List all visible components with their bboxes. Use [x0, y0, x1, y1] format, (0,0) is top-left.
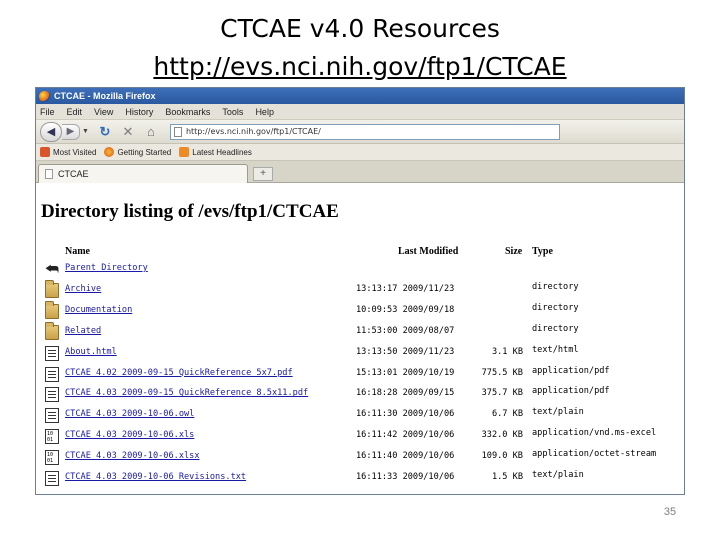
stop-icon[interactable]: ✕	[122, 123, 134, 139]
type-cell: directory	[532, 323, 579, 334]
type-cell: application/vnd.ms-excel	[532, 428, 657, 439]
menu-help[interactable]: Help	[255, 106, 274, 117]
file-name-link[interactable]: Related	[65, 325, 102, 336]
last-modified-cell: 13:13:17 2009/11/23	[356, 283, 455, 294]
last-modified-cell: 16:11:30 2009/10/06	[356, 409, 455, 420]
firefox-icon	[39, 91, 50, 102]
table-row	[36, 345, 684, 366]
menu-history[interactable]: History	[125, 106, 154, 117]
forward-arrow-icon: ▶	[66, 126, 75, 137]
menu-view[interactable]: View	[94, 106, 114, 117]
file-name-link[interactable]: CTCAE_4.02_2009-09-15_QuickReference_5x7.pdf	[65, 367, 293, 378]
last-modified-cell: 13:13:50 2009/11/23	[356, 346, 455, 357]
type-cell: application/octet-stream	[532, 449, 657, 460]
type-cell: text/plain	[532, 407, 584, 418]
text-file-icon[interactable]	[45, 346, 59, 361]
size-cell: 375.7 KB	[481, 388, 523, 399]
bookmark-label: Getting Started	[117, 147, 172, 157]
type-cell: directory	[532, 281, 579, 292]
file-name-link[interactable]: CTCAE_4.03_2009-10-06_Revisions.txt	[65, 472, 247, 482]
bookmark-latest-headlines[interactable]	[179, 147, 252, 157]
size-cell: 6.7 KB	[491, 409, 523, 420]
menu-bar	[36, 104, 684, 120]
table-row	[36, 386, 684, 407]
rss-feed-icon	[179, 147, 189, 157]
firefox-icon	[104, 147, 114, 157]
type-cell: text/plain	[532, 470, 584, 480]
last-modified-cell: 11:53:00 2009/08/07	[356, 325, 455, 336]
parent-directory-icon[interactable]: ⮪	[45, 261, 59, 278]
window-title: CTCAE - Mozilla Firefox	[54, 91, 156, 101]
column-header-name[interactable]: Name	[65, 246, 90, 257]
size-cell: 109.0 KB	[481, 451, 523, 462]
file-name-link[interactable]: CTCAE_4.03_2009-09-15_QuickReference_8.5x11.pdf	[65, 388, 309, 399]
page-number: 35	[663, 506, 677, 518]
file-name-link[interactable]: CTCAE_4.03_2009-10-06.xls	[65, 430, 195, 441]
bookmark-label: Most Visited	[53, 147, 97, 157]
bookmark-getting-started[interactable]	[104, 147, 171, 157]
file-name-link[interactable]: About.html	[65, 346, 117, 357]
folder-icon[interactable]	[45, 304, 59, 319]
tab-label: CTCAE	[58, 169, 89, 179]
column-header-size[interactable]: Size	[505, 246, 523, 257]
table-row	[36, 470, 684, 491]
menu-bookmarks[interactable]: Bookmarks	[165, 106, 211, 117]
table-row	[36, 261, 684, 282]
text-file-icon[interactable]	[45, 387, 59, 402]
url-text[interactable]: http://evs.nci.nih.gov/ftp1/CTCAE/	[185, 127, 321, 136]
tab-ctcae[interactable]	[38, 164, 248, 183]
file-name-link[interactable]: CTCAE_4.03_2009-10-06.xlsx	[65, 451, 200, 462]
column-header-last-modified[interactable]: Last Modified	[398, 246, 459, 257]
binary-file-icon[interactable]: 10 01	[45, 429, 59, 444]
most-visited-icon	[40, 147, 50, 157]
table-row	[36, 303, 684, 324]
home-icon[interactable]: ⌂	[147, 124, 155, 139]
table-row	[36, 324, 684, 345]
file-name-link[interactable]: Archive	[65, 283, 102, 294]
page-icon	[45, 169, 53, 179]
text-file-icon[interactable]	[45, 471, 59, 486]
file-name-link[interactable]: Parent Directory	[65, 263, 148, 273]
bookmark-most-visited[interactable]	[40, 147, 96, 157]
type-cell: application/pdf	[532, 365, 610, 376]
bookmarks-toolbar	[36, 144, 684, 161]
menu-tools[interactable]: Tools	[222, 106, 244, 117]
text-file-icon[interactable]	[45, 408, 59, 423]
folder-icon[interactable]	[45, 325, 59, 340]
table-row	[36, 366, 684, 387]
last-modified-cell: 16:11:40 2009/10/06	[356, 451, 455, 462]
forward-button[interactable]	[62, 124, 80, 140]
last-modified-cell: 15:13:01 2009/10/19	[356, 367, 455, 378]
text-file-icon[interactable]	[45, 367, 59, 382]
slide-link[interactable]: http://evs.nci.nih.gov/ftp1/CTCAE	[153, 52, 567, 81]
title-bar	[36, 88, 684, 104]
navigation-toolbar	[36, 120, 684, 144]
size-cell: 3.1 KB	[491, 346, 523, 357]
last-modified-cell: 16:11:33 2009/10/06	[356, 472, 455, 482]
back-arrow-icon: ◀	[46, 126, 56, 138]
menu-file[interactable]: File	[40, 106, 55, 117]
size-cell: 775.5 KB	[481, 367, 523, 378]
file-name-link[interactable]: Documentation	[65, 304, 133, 315]
bookmark-label: Latest Headlines	[192, 147, 252, 157]
page-content	[36, 185, 684, 495]
slide-title: CTCAE v4.0 Resources	[220, 14, 500, 43]
binary-file-icon[interactable]: 10 01	[45, 450, 59, 465]
type-cell: text/html	[532, 344, 579, 355]
size-cell: 332.0 KB	[481, 430, 523, 441]
type-cell: directory	[532, 302, 579, 313]
last-modified-cell: 16:18:28 2009/09/15	[356, 388, 455, 399]
table-row	[36, 428, 684, 449]
address-bar[interactable]	[170, 124, 560, 140]
table-row	[36, 407, 684, 428]
last-modified-cell: 16:11:42 2009/10/06	[356, 430, 455, 441]
folder-icon[interactable]	[45, 283, 59, 298]
size-cell: 1.5 KB	[491, 472, 523, 482]
column-header-type[interactable]: Type	[532, 246, 553, 257]
menu-edit[interactable]: Edit	[66, 106, 83, 117]
directory-heading: Directory listing of /evs/ftp1/CTCAE	[41, 201, 339, 222]
reload-icon[interactable]: ↻	[99, 123, 111, 139]
type-cell: application/pdf	[532, 386, 610, 397]
page-icon	[174, 127, 182, 137]
tab-strip	[36, 161, 684, 183]
table-row	[36, 282, 684, 303]
new-tab-button[interactable]: +	[253, 167, 273, 181]
back-button[interactable]	[40, 122, 62, 142]
last-modified-cell: 10:09:53 2009/09/18	[356, 304, 455, 315]
table-row	[36, 449, 684, 470]
file-name-link[interactable]: CTCAE_4.03_2009-10-06.owl	[65, 409, 195, 420]
history-dropdown-icon[interactable]: ▼	[82, 128, 89, 135]
browser-window	[35, 87, 685, 495]
